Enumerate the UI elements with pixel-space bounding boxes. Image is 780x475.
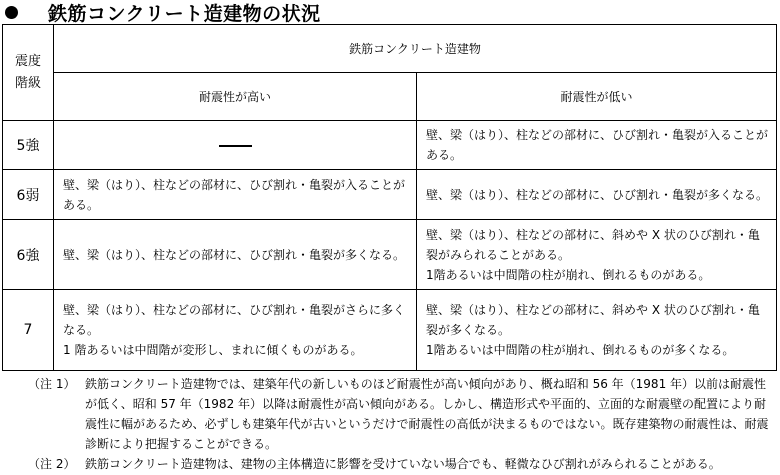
cell-line: 壁、梁（はり）、柱などの部材に、斜めや X 状のひび割れ・亀 <box>426 227 760 242</box>
dash-mark <box>219 145 252 147</box>
low-cell <box>417 170 777 220</box>
high-cell <box>54 170 417 220</box>
cell-line: 1階あるいは中間階の柱が崩れ、倒れるものがある。 <box>426 267 711 282</box>
grade-cell: 6強 <box>3 220 54 290</box>
low-cell <box>417 220 777 290</box>
cell-line: 1階あるいは中間階の柱が崩れ、倒れるものが多くなる。 <box>426 343 735 357</box>
grade-header <box>3 25 54 121</box>
high-cell <box>54 220 417 290</box>
grade-header-line: 階級 <box>14 75 41 91</box>
table-row <box>3 290 777 371</box>
intensity-table <box>2 24 777 371</box>
cell-line: 裂が多くなる。 <box>426 323 511 337</box>
cell-line: 壁、梁（はり）、柱などの部材に、ひび割れ・亀裂が多くなる。 <box>426 187 769 202</box>
col-header-high: 耐震性が高い <box>54 73 417 121</box>
cell-line: ある。 <box>426 148 463 162</box>
cell-line: 壁、梁（はり）、柱などの部材に、ひび割れ・亀裂が入ることが <box>426 128 769 142</box>
cell-line: 壁、梁（はり）、柱などの部材に、斜めや X 状のひび割れ・亀 <box>426 303 760 317</box>
note-label: （注 2） <box>28 457 76 471</box>
cell-line: 壁、梁（はり）、柱などの部材に、ひび割れ・亀裂がさらに多く <box>63 303 406 317</box>
low-cell <box>417 121 777 170</box>
grade-cell: 7 <box>3 290 54 371</box>
cell-line: 壁、梁（はり）、柱などの部材に、ひび割れ・亀裂が多くなる。 <box>63 247 406 262</box>
table-row <box>3 220 777 290</box>
high-cell <box>54 121 417 170</box>
note-item <box>28 454 776 474</box>
table-row <box>3 121 777 170</box>
bullet-icon <box>5 6 18 19</box>
cell-line: 1 階あるいは中間階が変形し、まれに傾くものがある。 <box>63 343 363 357</box>
note-label: （注 1） <box>28 377 76 391</box>
high-cell <box>54 290 417 371</box>
note-item <box>28 374 776 454</box>
table-row <box>3 170 777 220</box>
page-title <box>0 0 321 24</box>
cell-line: 裂がみられることがある。 <box>426 247 571 262</box>
grade-cell: 6弱 <box>3 170 54 220</box>
grade-cell: 5強 <box>3 121 54 170</box>
cell-line: ある。 <box>63 197 100 212</box>
cell-line: なる。 <box>63 323 100 337</box>
grade-header-line: 震度 <box>14 53 41 69</box>
note-text: 鉄筋コンクリート造建物では、建築年代の新しいものほど耐震性が高い傾向があり、概ね昭和 56 年（1981 年）以前は耐震性が低く、昭和 57 年（1982 年）以降は耐震性が高い傾向がある。しかし、構造形式や平面的、立面的な耐震壁の配置により耐震性に幅があるため、必ずしも建築年代が古いというだけで耐震性の高低が決まるものではない。既存建築物の耐震性は、耐震診断により把握することができる。 <box>85 377 769 451</box>
notes-section <box>28 374 776 474</box>
note-text: 鉄筋コンクリート造建物は、建物の主体構造に影響を受けていない場合でも、軽微なひび割れがみられることがある。 <box>85 457 721 471</box>
col-header-low: 耐震性が低い <box>417 73 777 121</box>
title-text: 鉄筋コンクリート造建物の状況 <box>48 2 321 25</box>
cell-line: 壁、梁（はり）、柱などの部材に、ひび割れ・亀裂が入ることが <box>63 177 406 192</box>
low-cell <box>417 290 777 371</box>
main-header: 鉄筋コンクリート造建物 <box>54 25 777 73</box>
